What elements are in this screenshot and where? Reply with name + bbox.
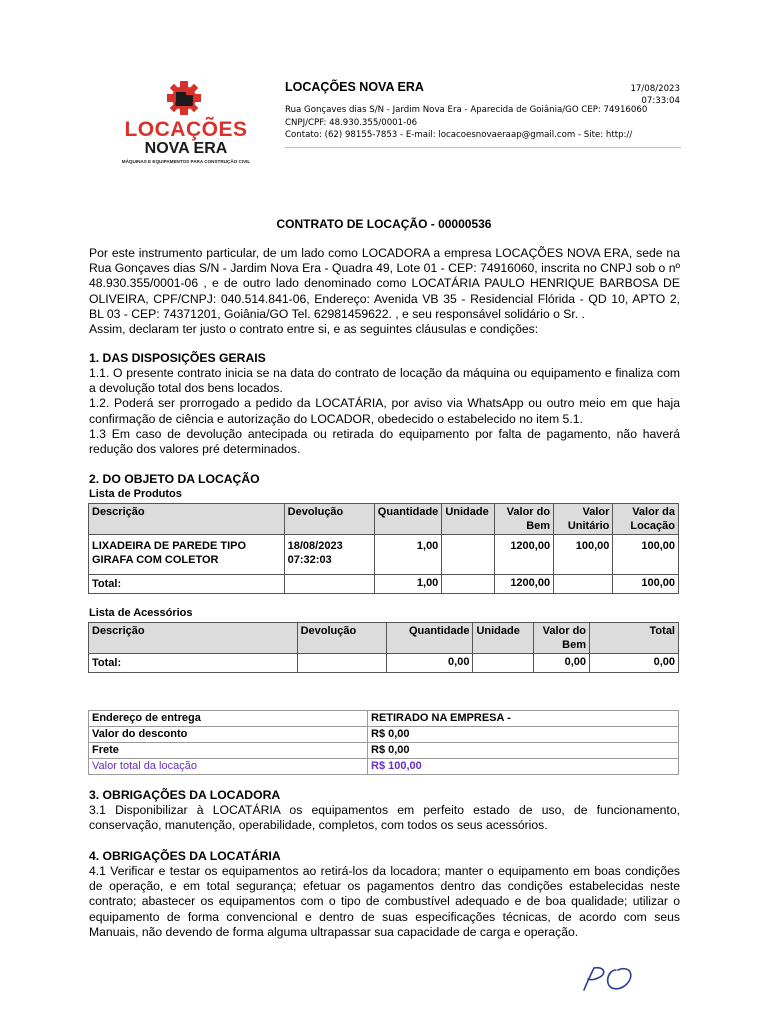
- col-asset-value: Valor do Bem: [494, 504, 553, 535]
- table-row: [89, 535, 679, 575]
- products-table: [88, 503, 679, 594]
- col-rental-value: Valor da Locação: [613, 504, 679, 535]
- accessories-total-row: [89, 654, 679, 673]
- accessories-total-total: 0,00: [590, 654, 679, 673]
- products-header-row: [89, 504, 679, 535]
- section2-title: 2. DO OBJETO DA LOCAÇÃO: [89, 472, 260, 486]
- product-description: LIXADEIRA DE PAREDE TIPO GIRAFA COM COLETOR: [89, 535, 285, 575]
- products-total-asset-value: 1200,00: [494, 575, 553, 594]
- products-total-row: [89, 575, 679, 594]
- logo-line1: LOCAÇÕES: [124, 118, 248, 141]
- clause-3-1: 3.1 Disponibilizar à LOCATÁRIA os equipamentos em perfeito estado de uso, de funcionamento, conservação, manutenção, operabilidade, completos, com todos os seus acessórios.: [89, 803, 680, 833]
- clause-1-3: 1.3 Em caso de devolução antecipada ou retirada do equipamento por falta de pagamento, não haverá redução dos valores pré determinados.: [89, 426, 680, 457]
- product-asset-value: 1200,00: [494, 535, 553, 575]
- issue-datetime: [630, 83, 680, 107]
- total-label: Valor total da locação: [89, 759, 368, 775]
- section3-title: 3. OBRIGAÇÕES DA LOCADORA: [89, 788, 281, 802]
- contract-title: [0, 217, 768, 231]
- col-quantity: Quantidade: [375, 504, 442, 535]
- company-name: LOCAÇÕES NOVA ERA: [285, 80, 424, 94]
- issue-time: 07:33:04: [641, 96, 680, 106]
- section1-title: 1. DAS DISPOSIÇÕES GERAIS: [89, 351, 266, 365]
- accessories-total-quantity: 0,00: [386, 654, 473, 673]
- col-unit-value: Valor Unitário: [554, 504, 613, 535]
- summary-row-freight: [89, 743, 679, 759]
- logo-line2: NOVA ERA: [144, 140, 228, 157]
- freight-value: R$ 0,00: [368, 743, 679, 759]
- logo-tagline: MÁQUINAS E EQUIPAMENTOS PARA CONSTRUÇÃO CIVIL: [121, 159, 251, 164]
- products-label: Lista de Produtos: [89, 488, 182, 500]
- accessories-label: Lista de Acessórios: [89, 607, 193, 619]
- freight-label: Frete: [89, 743, 368, 759]
- accessories-header-row: [89, 623, 679, 654]
- product-quantity: 1,00: [375, 535, 442, 575]
- clause-1-1: 1.1. O presente contrato inicia se na data do contrato de locação da máquina ou equipamento e finaliza com a devolução total dos bens locados.: [89, 366, 680, 396]
- company-contact: Contato: (62) 98155-7853 - E-mail: locacoesnovaeraap@gmail.com - Site: http://: [285, 130, 633, 140]
- clause-1-2: 1.2. Poderá ser prorrogado a pedido da LOCATÁRIA, por aviso via WhatsApp ou outro meio em que haja confirmação de ciência e autorização do LOCADOR, obedecido o estabelecido no item 5.1.: [89, 396, 680, 426]
- total-value: R$ 100,00: [368, 759, 679, 775]
- discount-label: Valor do desconto: [89, 727, 368, 743]
- accessories-total-label: Total:: [89, 654, 298, 673]
- products-total-label: Total:: [89, 575, 285, 594]
- acc-col-quantity: Quantidade: [386, 623, 473, 654]
- contract-title-prefix: CONTRATO DE LOCAÇÃO -: [276, 217, 439, 231]
- issue-date: 17/08/2023: [630, 84, 680, 94]
- intro-closing: Assim, declaram ter justo o contrato entre si, e as seguintes cláusulas e condições:: [89, 322, 539, 337]
- section3-body: [89, 803, 680, 833]
- acc-col-total: Total: [590, 623, 679, 654]
- product-unit: [442, 535, 494, 575]
- contract-number: 00000536: [438, 217, 492, 231]
- accessories-total-asset-value: 0,00: [533, 654, 589, 673]
- summary-row-total: [89, 759, 679, 775]
- summary-table: [88, 710, 679, 775]
- summary-row-delivery: [89, 711, 679, 727]
- contract-intro: [89, 246, 680, 337]
- product-return-date: 18/08/2023: [287, 540, 343, 552]
- acc-col-unit: Unidade: [473, 623, 533, 654]
- product-rental-value: 100,00: [613, 535, 679, 575]
- clause-4-1: 4.1 Verificar e testar os equipamentos ao retirá-los da locadora; manter o equipamento em boas condições de operação, e em total segurança; efetuar os pagamentos dentro das condições estabelecidas neste contrato; abastecer os equipamentos com o tipo de combustível adequado e de boa qualidade; utilizar o equipamento de forma convencional e dentro de suas especificações técnicas, de acordo com seus Manuais, não devendo de forma alguma ultrapassar sua capacidade de carga e operação.: [89, 864, 680, 939]
- section4-title: 4. OBRIGAÇÕES DA LOCATÁRIA: [89, 849, 281, 863]
- summary-row-discount: [89, 727, 679, 743]
- product-return-time: 07:32:03: [287, 554, 332, 566]
- product-unit-value: 100,00: [554, 535, 613, 575]
- delivery-label: Endereço de entrega: [89, 711, 368, 727]
- acc-col-description: Descrição: [89, 623, 298, 654]
- col-return: Devolução: [284, 504, 375, 535]
- acc-col-return: Devolução: [297, 623, 386, 654]
- signature-initials: [578, 962, 646, 994]
- acc-col-asset-value: Valor do Bem: [533, 623, 589, 654]
- accessories-table: [88, 622, 679, 673]
- company-address: Rua Gonçaves dias S/N - Jardim Nova Era - Aparecida de Goiânia/GO CEP: 74916060: [285, 105, 648, 115]
- section1-body: [89, 366, 680, 457]
- header-divider: [285, 147, 681, 148]
- products-total-rental-value: 100,00: [613, 575, 679, 594]
- intro-paragraph: Por este instrumento particular, de um lado como LOCADORA a empresa LOCAÇÕES NOVA ERA, sede na Rua Gonçaves dias S/N - Jardim Nova Era - Quadra 49, Lote 01 - CEP: 74916060, inscrita no CNPJ sob o nº 48.930.355/0001-06 , e de outro lado denominado como LOCATÁRIA PAULO HENRIQUE BARBOSA DE OLIVEIRA, CPF/CNPJ: 040.514.841-06, Endereço: Avenida VB 35 - Residencial Flórida - QD 10, APTO 2, BL 03 - CEP: 74371201, Goiânia/GO Tel. 62981459622. , e seu responsável solidário o Sr. .: [89, 246, 680, 321]
- col-description: Descrição: [89, 504, 285, 535]
- discount-value: R$ 0,00: [368, 727, 679, 743]
- company-cnpj: CNPJ/CPF: 48.930.355/0001-06: [285, 118, 418, 128]
- section4-body: [89, 864, 680, 940]
- products-total-quantity: 1,00: [375, 575, 442, 594]
- product-return: [284, 535, 375, 575]
- company-logo: [106, 80, 266, 170]
- delivery-value: RETIRADO NA EMPRESA -: [368, 711, 679, 727]
- col-unit: Unidade: [442, 504, 494, 535]
